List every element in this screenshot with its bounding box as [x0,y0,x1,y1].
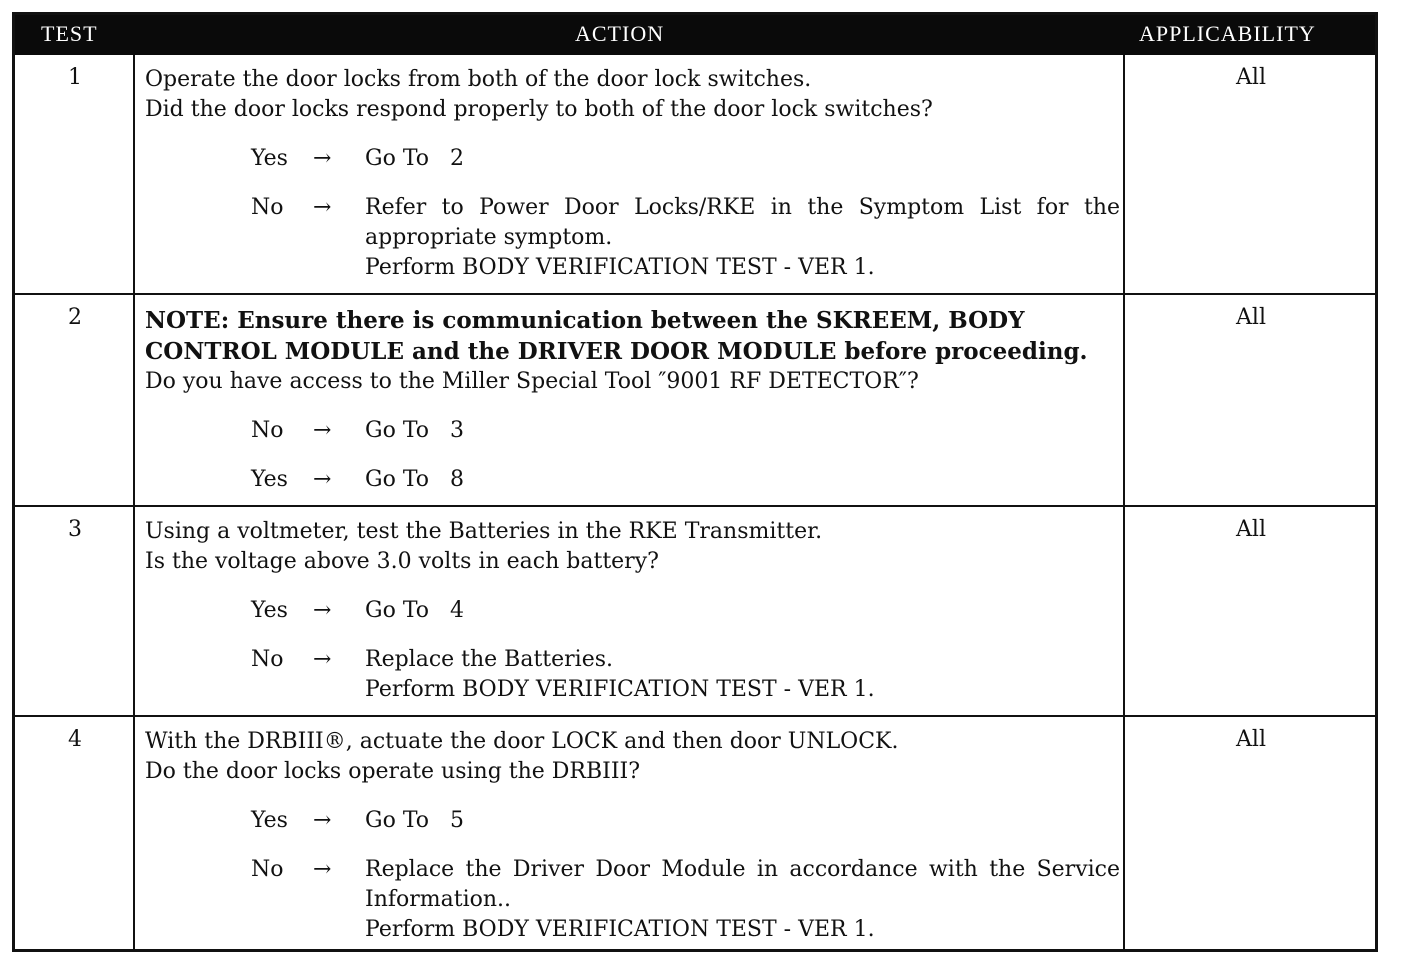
option-key: No [251,857,284,882]
action-text: With the DRBIII®, actuate the door LOCK and then door UNLOCK. [145,729,899,754]
option-key: No [251,418,284,443]
option-result: Go To 2 [365,146,464,171]
action-cell [145,65,1120,283]
option-result: Perform BODY VERIFICATION TEST - VER 1. [365,677,875,702]
diagnostic-test-table [12,12,1378,952]
note-text: NOTE: Ensure there is communication between the SKREEM, BODY CONTROL MODULE and the DRIVER DOOR MODULE before proceeding. [145,307,1088,365]
action-cell [145,727,1120,945]
test-number: 1 [68,65,82,90]
action-question: Do you have access to the Miller Special Tool ″9001 RF DETECTOR″? [145,369,919,394]
arrow-icon: → [313,647,332,672]
table-header [15,15,1375,55]
action-question: Is the voltage above 3.0 volts in each battery? [145,549,659,574]
action-cell [145,305,1120,495]
table-row [15,507,1375,717]
arrow-icon: → [313,195,332,220]
table-row [15,55,1375,295]
test-number: 4 [68,727,82,752]
arrow-icon: → [313,146,332,171]
option-result: Refer to Power Door Locks/RKE in the Symptom List for the appropriate symptom. [365,195,1120,250]
applicability-cell: All [1236,305,1266,330]
action-question: Did the door locks respond properly to both of the door lock switches? [145,97,933,122]
test-number: 3 [68,517,82,542]
arrow-icon: → [313,418,332,443]
option-result: Perform BODY VERIFICATION TEST - VER 1. [365,255,875,280]
header-test: TEST [41,21,98,46]
option-key: Yes [251,467,288,492]
option-key: No [251,647,284,672]
option-row [145,416,1120,446]
applicability-cell: All [1236,727,1266,752]
action-cell [145,517,1120,705]
option-row [145,645,1120,705]
option-row [145,193,1120,283]
arrow-icon: → [313,598,332,623]
arrow-icon: → [313,467,332,492]
header-action: ACTION [575,21,665,46]
action-text: Operate the door locks from both of the door lock switches. [145,67,812,92]
option-result: Go To 3 [365,418,464,443]
option-result: Replace the Batteries. [365,647,614,672]
action-text: Using a voltmeter, test the Batteries in the RKE Transmitter. [145,519,823,544]
table-row [15,717,1375,949]
option-key: Yes [251,598,288,623]
arrow-icon: → [313,857,332,882]
option-row [145,806,1120,836]
option-key: Yes [251,808,288,833]
option-row [145,465,1120,495]
option-result: Replace the Driver Door Module in accordance with the Service Information.. [365,857,1120,912]
option-key: No [251,195,284,220]
option-result: Go To 8 [365,467,464,492]
arrow-icon: → [313,808,332,833]
option-result: Go To 5 [365,808,464,833]
test-number: 2 [68,305,82,330]
option-result: Perform BODY VERIFICATION TEST - VER 1. [365,917,875,942]
applicability-cell: All [1236,517,1266,542]
option-row [145,596,1120,626]
action-question: Do the door locks operate using the DRBIII? [145,759,641,784]
option-row [145,144,1120,174]
option-key: Yes [251,146,288,171]
applicability-cell: All [1236,65,1266,90]
option-row [145,855,1120,945]
header-applicability: APPLICABILITY [1139,21,1316,46]
option-result: Go To 4 [365,598,464,623]
table-row [15,295,1375,507]
